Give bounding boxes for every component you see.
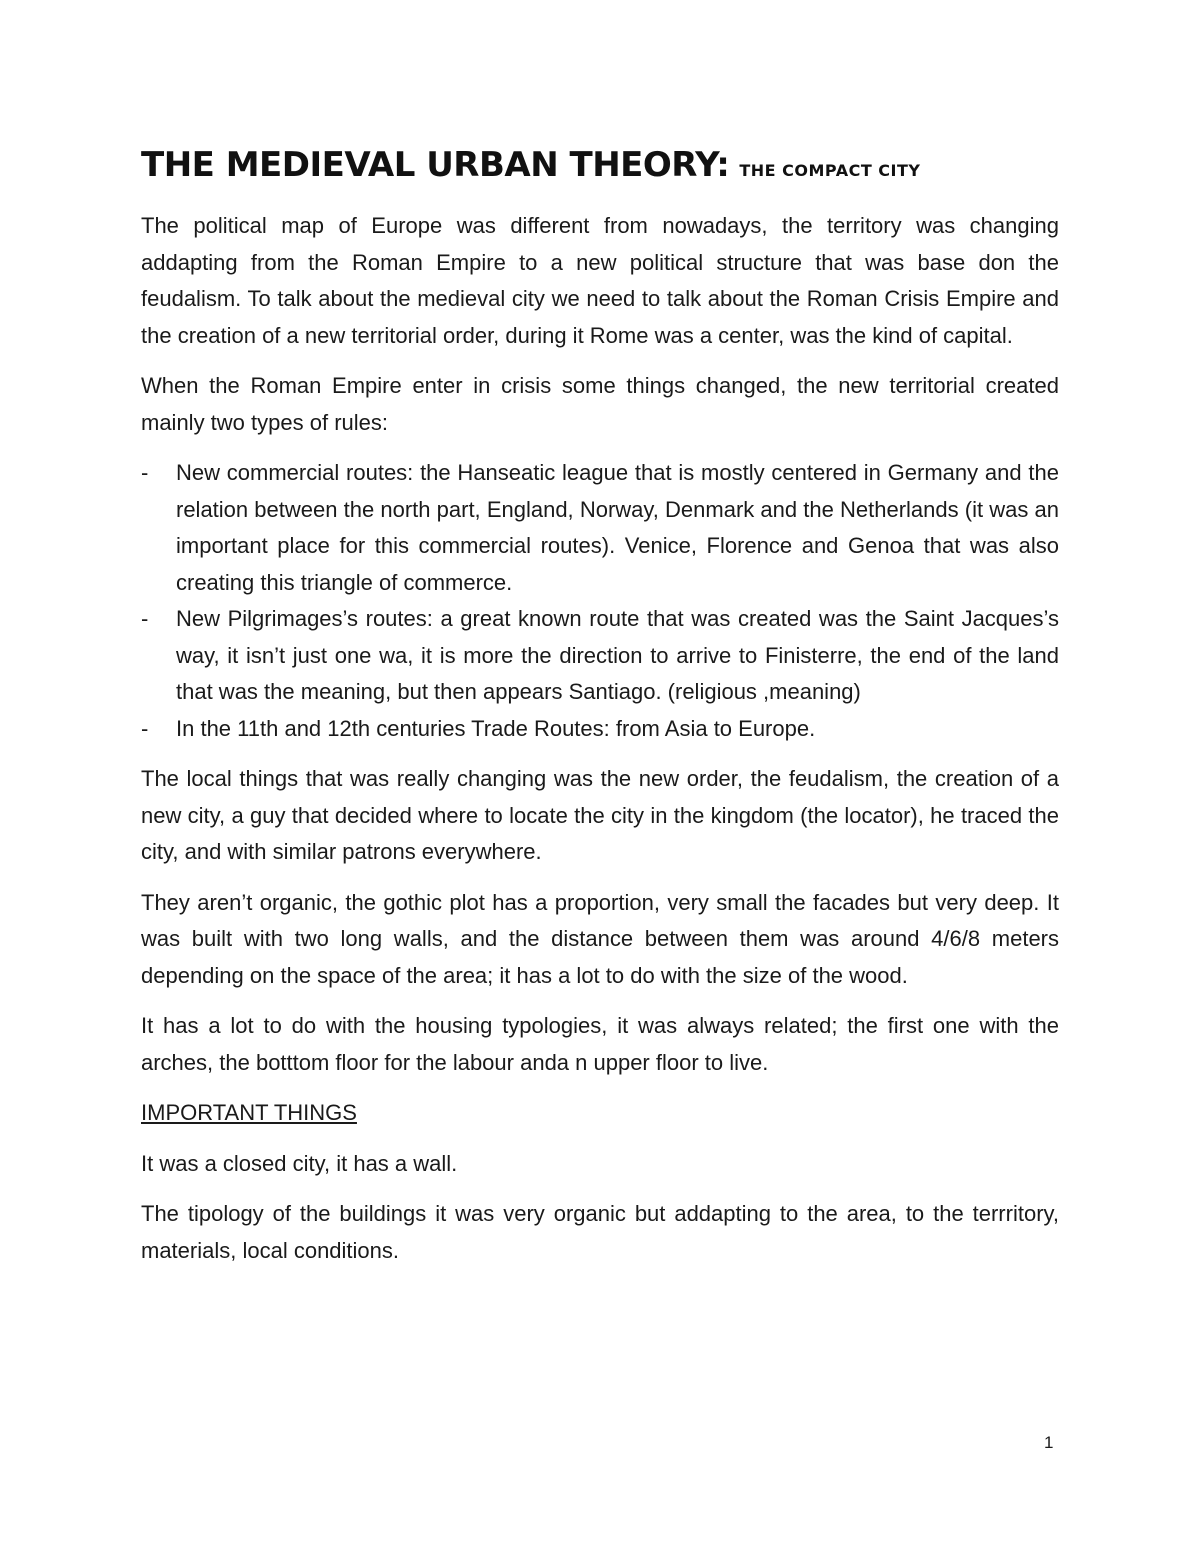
bullet-list-routes xyxy=(141,455,1059,747)
list-item-text: New Pilgrimages’s routes: a great known route that was created was the Saint Jacques’s way, it isn’t just one wa, it is more the direction to arrive to Finisterre, the end of the land that was the meaning, but then appears Santiago. (religious ,meaning) xyxy=(176,606,1059,704)
paragraph-building-tipology: The tipology of the buildings it was very organic but addapting to the area, to the terrritory, materials, local conditions. xyxy=(141,1201,1059,1263)
document-title xyxy=(141,142,1059,194)
section-heading-important-things: IMPORTANT THINGS xyxy=(141,1100,357,1125)
bullet-dash: - xyxy=(141,606,149,631)
document-body xyxy=(141,142,1059,1283)
list-item xyxy=(141,455,1059,601)
paragraph-political-map: The political map of Europe was different from nowadays, the territory was changing addapting from the Roman Empire to a new political structure that was base don the feudalism. To talk about the medieval city we need to talk about the Roman Crisis Empire and the creation of a new territorial order, during it Rome was a center, was the kind of capital. xyxy=(141,213,1059,348)
paragraph-gothic-plot: They aren’t organic, the gothic plot has a proportion, very small the facades but very deep. It was built with two long walls, and the distance between them was around 4/6/8 meters depending on the space of the area; it has a lot to do with the size of the wood. xyxy=(141,889,1059,988)
bullet-dash: - xyxy=(141,460,149,485)
paragraph-local-changes: The local things that was really changing was the new order, the feudalism, the creation of a new city, a guy that decided where to locate the city in the kingdom (the locator), he traced the city, and with similar patrons everywhere. xyxy=(141,766,1059,864)
list-item xyxy=(141,601,1059,711)
list-item-text: In the 11th and 12th centuries Trade Routes: from Asia to Europe. xyxy=(176,715,816,741)
paragraph-closed-city: It was a closed city, it has a wall. xyxy=(141,1150,458,1176)
title-main: THE MEDIEVAL URBAN THEORY: xyxy=(141,145,730,185)
title-subtitle: THE COMPACT CITY xyxy=(739,161,921,180)
list-item xyxy=(141,711,1059,748)
paragraph-housing-typologies: It has a lot to do with the housing typologies, it was always related; the first one with the arches, the botttom floor for the labour anda n upper floor to live. xyxy=(141,1013,1059,1075)
paragraph-roman-crisis: When the Roman Empire enter in crisis some things changed, the new territorial created mainly two types of rules: xyxy=(141,373,1059,435)
page-number: 1 xyxy=(1044,1433,1054,1452)
bullet-dash: - xyxy=(141,715,149,741)
list-item-text: New commercial routes: the Hanseatic league that is mostly centered in Germany and the relation between the north part, England, Norway, Denmark and the Netherlands (it was an important place for this commercial routes). Venice, Florence and Genoa that was also creating this triangle of commerce. xyxy=(176,460,1059,595)
